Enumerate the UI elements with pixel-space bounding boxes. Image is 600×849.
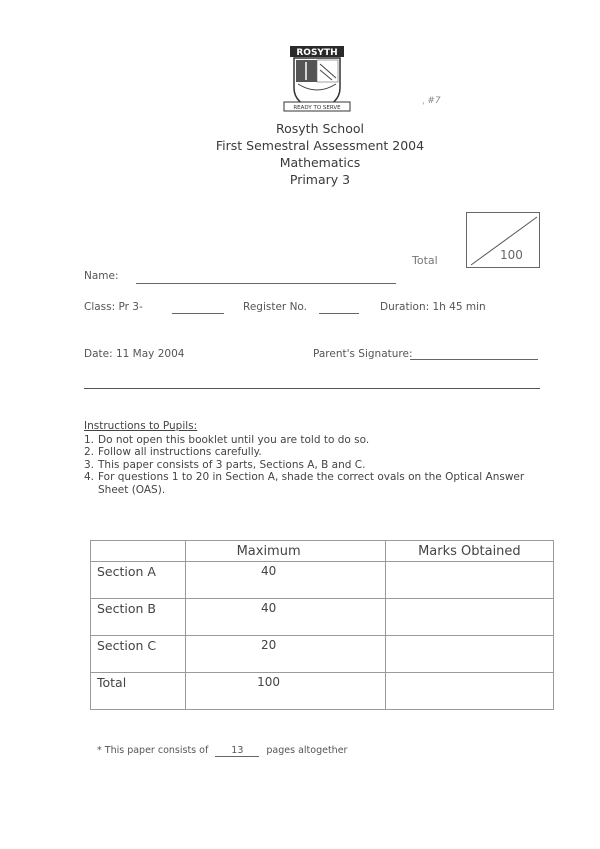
class-field[interactable] bbox=[172, 313, 224, 314]
marks-table bbox=[90, 540, 554, 710]
name-label: Name: bbox=[84, 270, 119, 282]
page-count-value: 13 bbox=[215, 745, 259, 757]
marks-obtained-cell[interactable] bbox=[385, 562, 553, 599]
subject-title: Mathematics bbox=[279, 155, 361, 170]
instruction-item: 3. This paper consists of 3 parts, Sections A, B and C. bbox=[84, 458, 366, 471]
section-max: 40 bbox=[186, 562, 385, 599]
divider bbox=[84, 388, 540, 389]
table-header-row bbox=[91, 541, 554, 562]
crest-banner-bottom: READY TO SERVE bbox=[293, 105, 341, 111]
corner-scribble: ˌ #7 bbox=[422, 96, 441, 106]
section-name: Section B bbox=[91, 599, 186, 636]
marks-obtained-cell[interactable] bbox=[385, 599, 553, 636]
crest-banner-top: ROSYTH bbox=[296, 48, 338, 58]
name-field[interactable] bbox=[136, 283, 396, 284]
instructions-list bbox=[84, 434, 554, 496]
instruction-item: 4. For questions 1 to 20 in Section A, shade the correct ovals on the Optical Answer Sheet (OAS). bbox=[84, 471, 525, 496]
header-maximum: Maximum bbox=[186, 541, 385, 562]
section-name: Section C bbox=[91, 636, 186, 673]
marks-obtained-cell[interactable] bbox=[385, 673, 553, 710]
duration-text: Duration: 1h 45 min bbox=[380, 301, 486, 313]
signature-field[interactable] bbox=[410, 359, 538, 360]
page-count-suffix: pages altogether bbox=[266, 745, 348, 756]
section-name: Section A bbox=[91, 562, 186, 599]
total-label: Total bbox=[412, 254, 438, 267]
table-row bbox=[91, 673, 554, 710]
instructions-title: Instructions to Pupils: bbox=[84, 420, 198, 432]
section-max: 40 bbox=[186, 599, 385, 636]
total-max-value: 100 bbox=[500, 248, 523, 262]
class-label: Class: Pr 3- bbox=[84, 301, 143, 313]
header-marks-obtained: Marks Obtained bbox=[385, 541, 553, 562]
page-count-note bbox=[97, 745, 347, 757]
table-row bbox=[91, 599, 554, 636]
section-name: Total bbox=[91, 673, 186, 710]
instruction-item: 2. Follow all instructions carefully. bbox=[84, 446, 262, 459]
section-max: 20 bbox=[186, 636, 385, 673]
table-row bbox=[91, 562, 554, 599]
instruction-item: 1. Do not open this booklet until you are told to do so. bbox=[84, 434, 370, 446]
table-row bbox=[91, 636, 554, 673]
school-name: Rosyth School bbox=[276, 121, 364, 136]
signature-label: Parent's Signature: bbox=[313, 348, 413, 360]
level-title: Primary 3 bbox=[289, 172, 351, 187]
crest-icon bbox=[282, 44, 352, 118]
section-max: 100 bbox=[186, 673, 385, 710]
date-text: Date: 11 May 2004 bbox=[84, 348, 185, 360]
title-block bbox=[120, 120, 520, 188]
school-crest bbox=[282, 44, 352, 118]
page-count-prefix: * This paper consists of bbox=[97, 745, 209, 756]
register-field[interactable] bbox=[319, 313, 359, 314]
register-label: Register No. bbox=[243, 301, 307, 313]
marks-obtained-cell[interactable] bbox=[385, 636, 553, 673]
header-section bbox=[91, 541, 186, 562]
assessment-title: First Semestral Assessment 2004 bbox=[215, 138, 425, 153]
